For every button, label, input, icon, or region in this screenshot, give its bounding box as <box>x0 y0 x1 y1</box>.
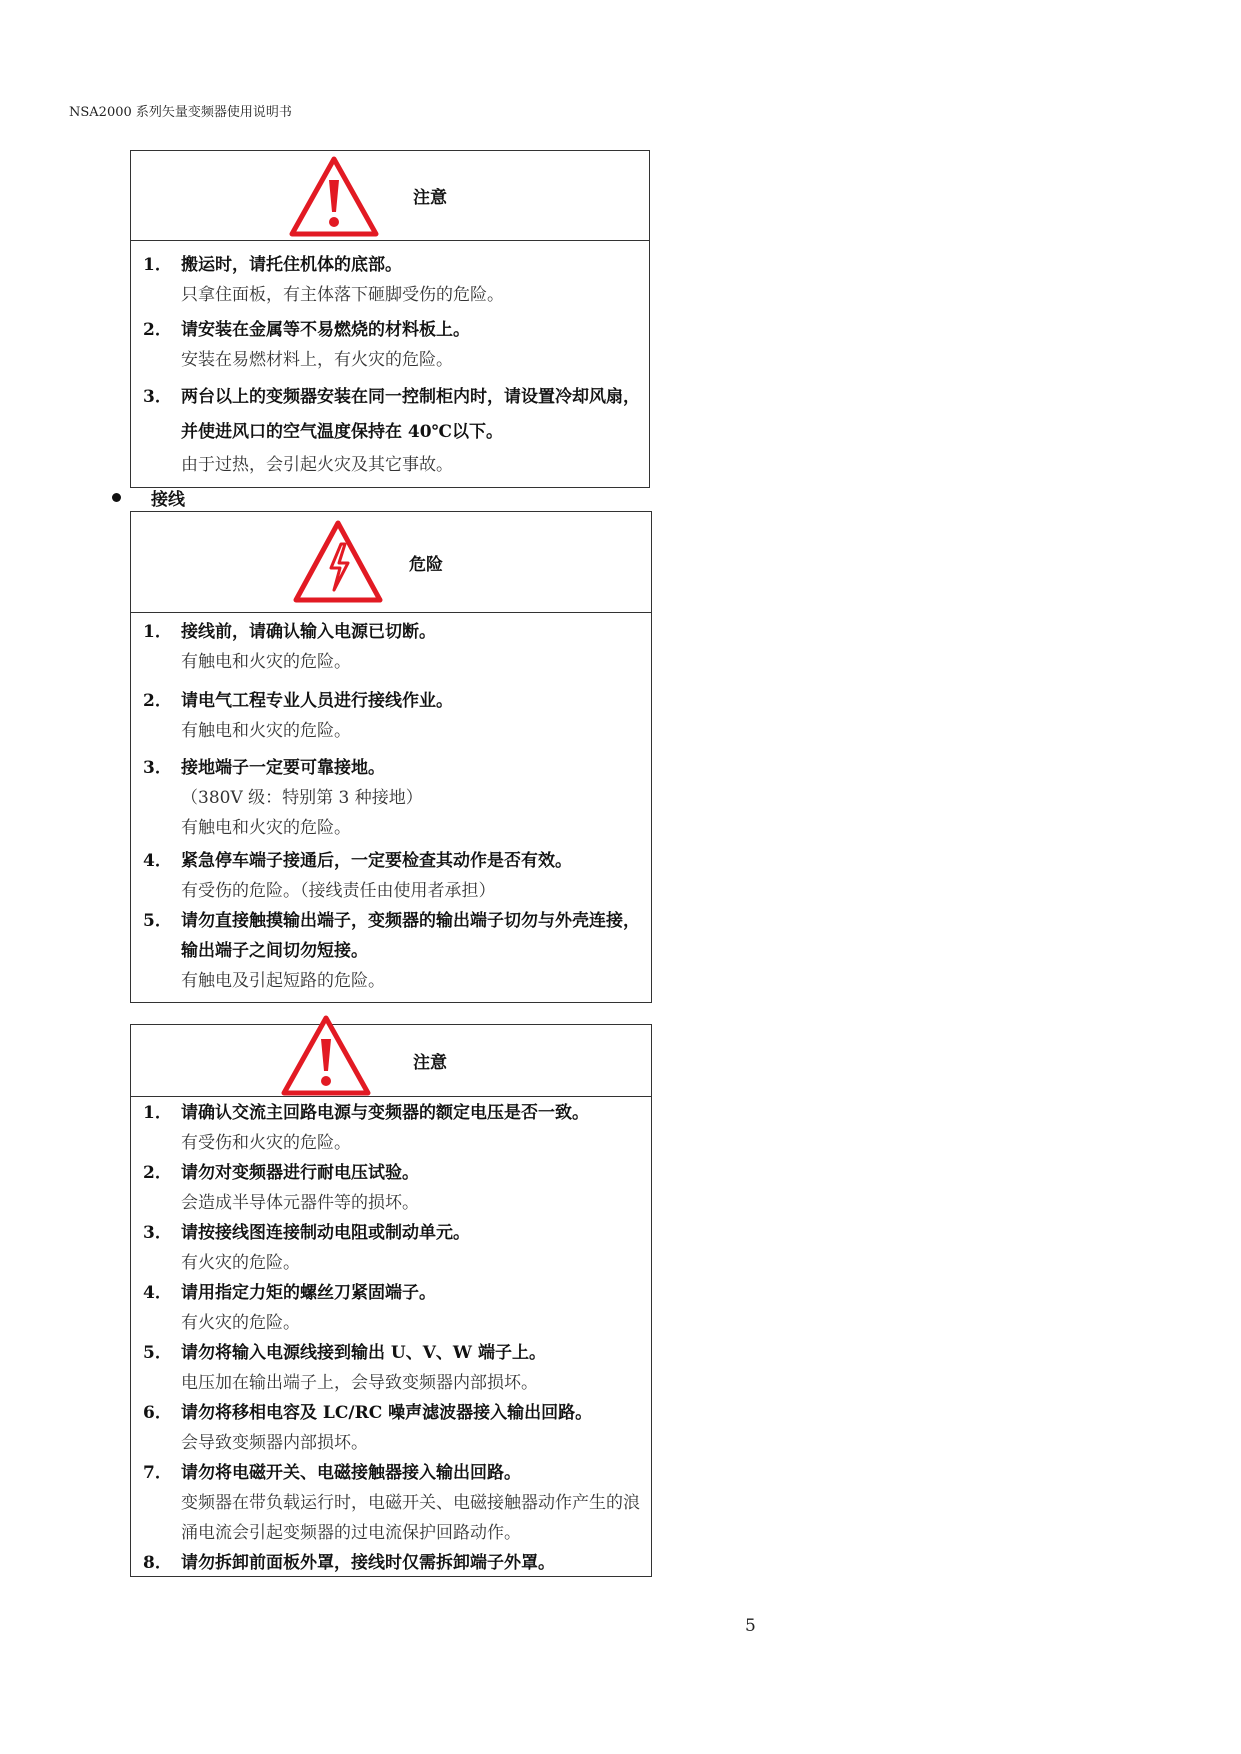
item-text: 请用指定力矩的螺丝刀紧固端子。 <box>181 1283 436 1303</box>
caution-box-header <box>131 151 649 241</box>
list-item <box>143 1458 643 1548</box>
caution-box-wiring <box>130 1024 652 1577</box>
item-description: 有触电和火灾的危险。 <box>181 818 351 838</box>
list-item <box>143 753 643 843</box>
item-number: 6． <box>143 1403 172 1423</box>
danger-item-list <box>131 613 651 996</box>
item-text: 请按接线图连接制动电阻或制动单元。 <box>181 1223 470 1243</box>
item-number: 5． <box>143 1343 172 1363</box>
item-text: 紧急停车端子接通后，一定要检查其动作是否有效。 <box>181 851 572 871</box>
item-number: 3． <box>143 1223 172 1243</box>
item-number: 1． <box>143 255 172 275</box>
list-item <box>143 1158 643 1218</box>
exclamation-warning-icon <box>289 156 379 238</box>
item-description: 只拿住面板，有主体落下砸脚受伤的危险。 <box>181 285 504 305</box>
caution-title: 注意 <box>413 1053 447 1073</box>
exclamation-warning-icon <box>281 1015 371 1097</box>
item-description: 安装在易燃材料上，有火灾的危险。 <box>181 350 453 370</box>
item-text: 请勿直接触摸输出端子，变频器的输出端子切勿与外壳连接，输出端子之间切勿短接。 <box>181 911 640 961</box>
danger-box-header <box>131 512 651 613</box>
list-item <box>143 1218 643 1278</box>
item-text: 请勿将移相电容及 LC/RC 噪声滤波器接入输出回路。 <box>181 1403 593 1423</box>
item-description: 有受伤和火灾的危险。 <box>181 1133 351 1153</box>
item-number: 8． <box>143 1553 172 1573</box>
item-text: 请确认交流主回路电源与变频器的额定电压是否一致。 <box>181 1103 589 1123</box>
list-item <box>143 906 643 996</box>
item-text: 搬运时，请托住机体的底部。 <box>181 255 402 275</box>
item-number: 1． <box>143 622 172 642</box>
caution-title: 注意 <box>413 188 447 208</box>
item-text: 接线前，请确认输入电源已切断。 <box>181 622 436 642</box>
list-item <box>143 686 643 746</box>
item-number: 4． <box>143 1283 172 1303</box>
item-text: 请勿拆卸前面板外罩，接线时仅需拆卸端子外罩。 <box>181 1553 555 1573</box>
caution-item-list <box>131 1097 651 1578</box>
caution-item-list <box>131 241 649 480</box>
item-description: 会造成半导体元器件等的损坏。 <box>181 1193 419 1213</box>
item-description: 有火灾的危险。 <box>181 1313 300 1333</box>
item-description: 会导致变频器内部损坏。 <box>181 1433 368 1453</box>
section-heading-wiring <box>112 485 185 510</box>
item-number: 3． <box>143 387 172 407</box>
list-item <box>143 1398 643 1458</box>
list-item <box>143 315 641 375</box>
item-description: 变频器在带负载运行时，电磁开关、电磁接触器动作产生的浪涌电流会引起变频器的过电流保护回路动作。 <box>181 1493 640 1543</box>
item-number: 2． <box>143 320 172 340</box>
item-description: 有受伤的危险。（接线责任由使用者承担） <box>181 881 496 901</box>
item-description: （380V 级：特别第 3 种接地） <box>181 788 423 808</box>
list-item <box>143 617 643 677</box>
item-description: 有触电和火灾的危险。 <box>181 721 351 741</box>
item-text: 请勿将输入电源线接到输出 U、V、W 端子上。 <box>181 1343 546 1363</box>
bullet-icon <box>112 493 121 502</box>
item-description: 电压加在输出端子上，会导致变频器内部损坏。 <box>181 1373 538 1393</box>
list-item <box>143 1098 643 1158</box>
list-item <box>143 1278 643 1338</box>
item-text: 两台以上的变频器安装在同一控制柜内时，请设置冷却风扇，并使进风口的空气温度保持在 40℃以下。 <box>181 387 640 442</box>
item-number: 7． <box>143 1463 172 1483</box>
list-item <box>143 250 641 310</box>
item-description: 有触电和火灾的危险。 <box>181 652 351 672</box>
danger-box-wiring <box>130 511 652 1003</box>
item-text: 请勿将电磁开关、电磁接触器接入输出回路。 <box>181 1463 521 1483</box>
item-number: 2． <box>143 1163 172 1183</box>
page-number: 5 <box>745 1616 756 1636</box>
caution-box-header <box>131 1025 651 1097</box>
list-item <box>143 1338 643 1398</box>
item-description: 由于过热，会引起火灾及其它事故。 <box>181 455 453 475</box>
lightning-danger-icon <box>293 520 383 604</box>
page-header-title: NSA2000 系列矢量变频器使用说明书 <box>69 105 292 120</box>
item-text: 请安装在金属等不易燃烧的材料板上。 <box>181 320 470 340</box>
item-number: 2． <box>143 691 172 711</box>
item-description: 有火灾的危险。 <box>181 1253 300 1273</box>
section-label: 接线 <box>151 490 185 510</box>
item-text: 请电气工程专业人员进行接线作业。 <box>181 691 453 711</box>
list-item <box>143 380 641 480</box>
item-description: 有触电及引起短路的危险。 <box>181 971 385 991</box>
list-item <box>143 1548 643 1578</box>
item-text: 接地端子一定要可靠接地。 <box>181 758 385 778</box>
item-number: 4． <box>143 851 172 871</box>
danger-title: 危险 <box>409 554 443 575</box>
item-number: 3． <box>143 758 172 778</box>
list-item <box>143 846 643 906</box>
item-number: 1． <box>143 1103 172 1123</box>
item-number: 5． <box>143 911 172 931</box>
caution-box-installation <box>130 150 650 488</box>
item-text: 请勿对变频器进行耐电压试验。 <box>181 1163 419 1183</box>
